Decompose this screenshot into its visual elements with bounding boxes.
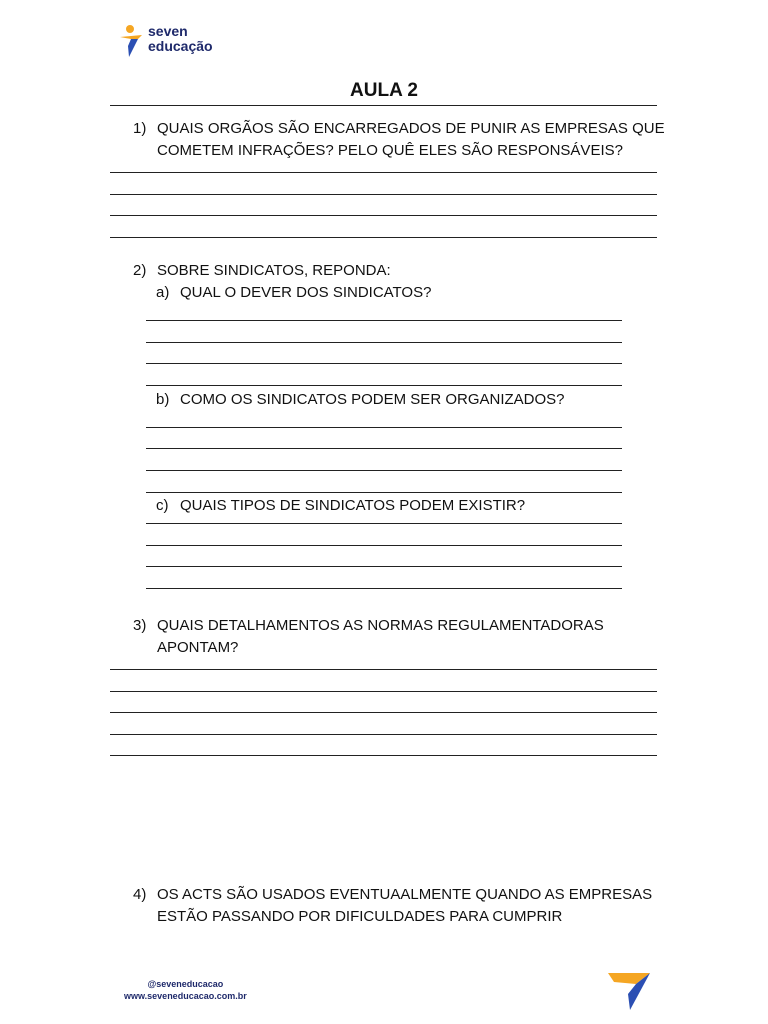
sub-question-text: QUAL O DEVER DOS SINDICATOS? (180, 284, 432, 301)
footer-contact (124, 978, 247, 1002)
sub-question-letter: b) (156, 391, 170, 408)
seven-logo (120, 24, 240, 60)
answer-line (110, 712, 657, 713)
question-number: 1) (133, 120, 147, 137)
question-text: QUAIS DETALHAMENTOS AS NORMAS REGULAMENTADORAS APONTAM? (157, 617, 604, 656)
answer-line (146, 385, 622, 386)
sub-question-letter: a) (156, 284, 170, 301)
social-handle: @seveneducacao (147, 979, 224, 989)
sub-question-letter: c) (156, 497, 169, 514)
website-link: www.seveneducacao.com.br (124, 991, 247, 1001)
answer-line (110, 691, 657, 692)
sub-question-text: COMO OS SINDICATOS PODEM SER ORGANIZADOS? (180, 391, 565, 408)
question-text: QUAIS ORGÃOS SÃO ENCARREGADOS DE PUNIR AS EMPRESAS QUE COMETEM INFRAÇÕES? PELO QUÊ ELES SÃO RESPONSÁVEIS? (157, 120, 665, 159)
answer-line (146, 492, 622, 493)
answer-line (146, 363, 622, 364)
question-number: 2) (133, 262, 147, 279)
answer-line (146, 427, 622, 428)
page-title: AULA 2 (350, 80, 418, 101)
answer-line (146, 320, 622, 321)
answer-line (146, 448, 622, 449)
answer-line (110, 215, 657, 216)
brand-line-1: seven (148, 23, 188, 39)
answer-line (110, 669, 657, 670)
question-number: 3) (133, 617, 147, 634)
seven-logo-mark-icon (606, 970, 652, 1012)
question-text: SOBRE SINDICATOS, REPONDA: (157, 262, 391, 279)
answer-line (146, 588, 622, 589)
answer-line (110, 734, 657, 735)
answer-line (110, 172, 657, 173)
question-number: 4) (133, 886, 147, 903)
person-star-icon (120, 24, 144, 58)
answer-line (146, 566, 622, 567)
brand-name (148, 24, 213, 54)
sub-question-text: QUAIS TIPOS DE SINDICATOS PODEM EXISTIR? (180, 497, 526, 514)
brand-line-2: educação (148, 38, 213, 54)
answer-line (110, 237, 657, 238)
answer-line (110, 194, 657, 195)
answer-line (146, 523, 622, 524)
answer-line (146, 545, 622, 546)
question-text: OS ACTS SÃO USADOS EVENTUAALMENTE QUANDO AS EMPRESAS ESTÃO PASSANDO POR DIFICULDADES PARA CUMPRIR (157, 886, 653, 925)
title-underline (110, 105, 657, 106)
answer-line (110, 755, 657, 756)
answer-line (146, 342, 622, 343)
answer-line (146, 470, 622, 471)
